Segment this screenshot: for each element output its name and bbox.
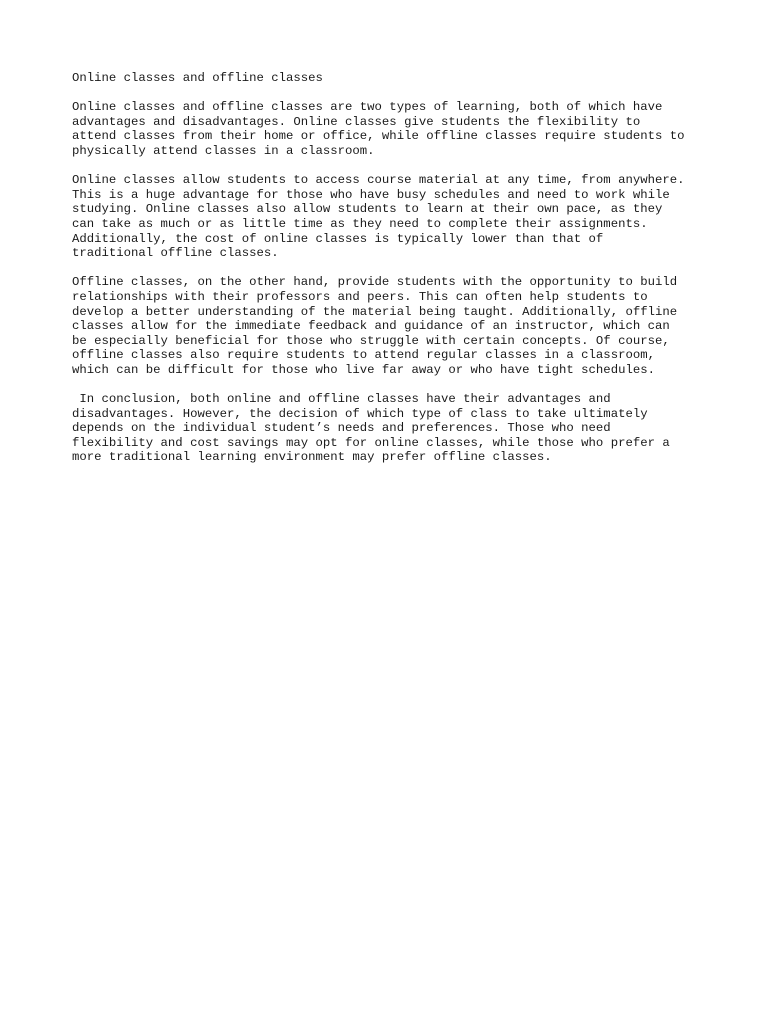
paragraph-introduction: Online classes and offline classes are two types of learning, both of which have advantages and disadvantages. Online classes give students the flexibility to attend classes from their home or office, while offline classes require students to physically attend classes in a classroom. (72, 100, 685, 158)
document-body (72, 71, 712, 480)
document-title: Online classes and offline classes (72, 71, 323, 85)
paragraph-offline-classes: Offline classes, on the other hand, provide students with the opportunity to build relationships with their professors and peers. This can often help students to develop a better understanding of the material being taught. Additionally, offline classes allow for the immediate feedback and guidance of an instructor, which can be especially beneficial for those who struggle with certain concepts. Of course, offline classes also require students to attend regular classes in a classroom, which can be difficult for those who live far away or who have tight schedules. (72, 275, 678, 377)
paragraph-online-classes: Online classes allow students to access course material at any time, from anywhere. This is a huge advantage for those who have busy schedules and need to work while studying. Online classes also allow students to learn at their own pace, as they can take as much or as little time as they need to complete their assignments. Additionally, the cost of online classes is typically lower than that of traditional offline classes. (72, 173, 685, 261)
paragraph-conclusion: In conclusion, both online and offline classes have their advantages and disadvantages. However, the decision of which type of class to take ultimately depends on the individual student’s needs and preferences. Those who need flexibility and cost savings may opt for online classes, while those who prefer a more traditional learning environment may prefer offline classes. (72, 392, 670, 465)
